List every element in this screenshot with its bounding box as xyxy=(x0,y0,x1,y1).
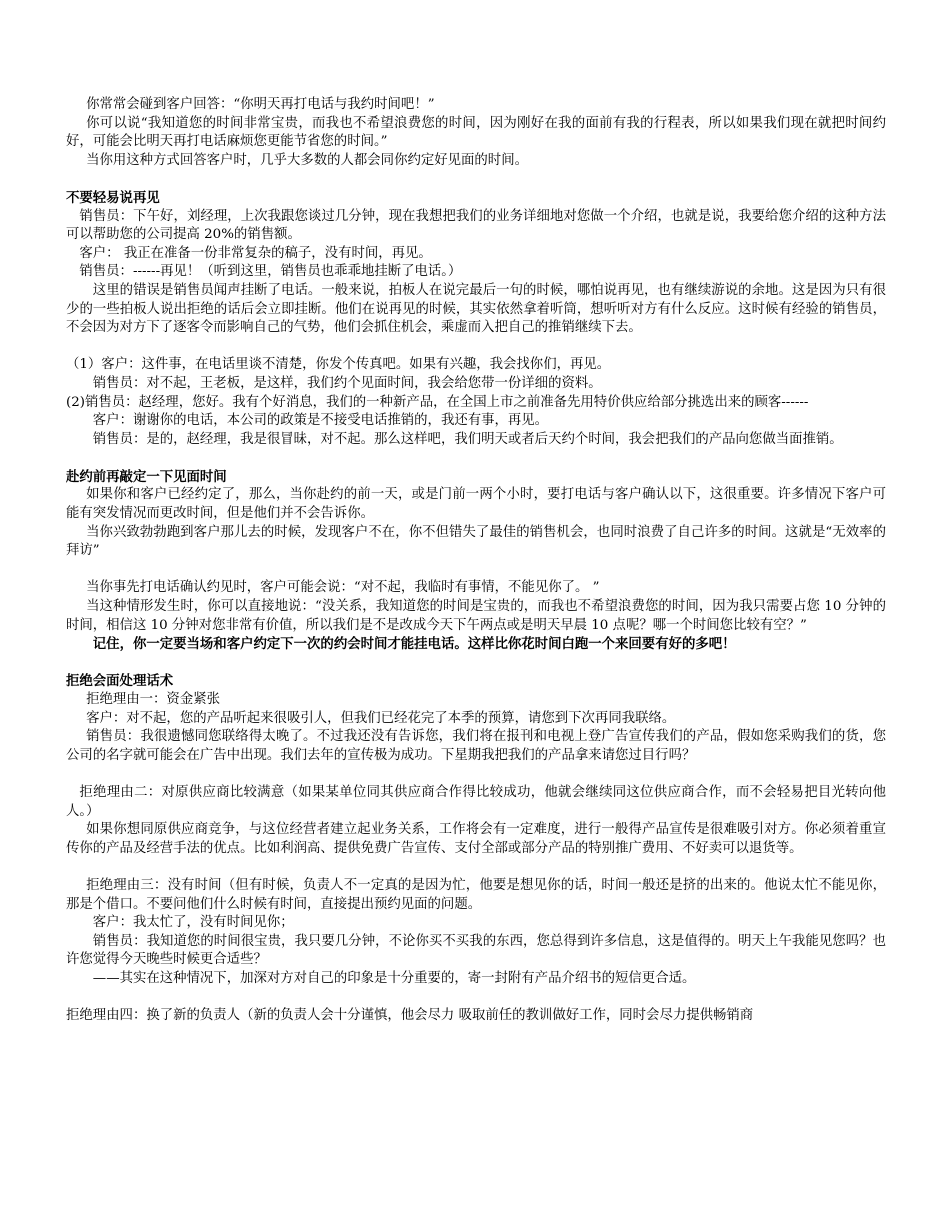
paragraph: 销售员：------再见！（听到这里，销售员也乖乖地挂断了电话。） xyxy=(79,264,462,280)
paragraph: 销售员：我很遗憾同您联络得太晚了。不过我还没有告诉您，我们将在报刊和电视上登广告宣传我们的产品，假如您采购我们的货，您公司的名字就可能会在广告中出现。我们去年的宣传极为成功。下星期我把我们的产品拿来请您过目行吗？ xyxy=(66,729,886,763)
paragraph: 拒绝理由四：换了新的负责人（新的负责人会十分谨慎，他会尽力 吸取前任的教训做好工作，同时会尽力提供畅销商 xyxy=(66,1008,754,1024)
document-page xyxy=(66,96,886,1026)
paragraph: 客户：我太忙了，没有时间见你； xyxy=(92,915,294,931)
paragraph: 拒绝理由一：资金紧张 xyxy=(86,692,220,707)
section-heading: 拒绝会面处理话术 xyxy=(66,673,174,690)
blank-line xyxy=(66,449,886,468)
paragraph: 销售员：对不起，王老板，是这样，我们约个见面时间，我会给您带一份详细的资料。 xyxy=(92,375,602,391)
paragraph: 当你用这种方式回答客户时，几乎大多数的人都会同你约定好见面的时间。 xyxy=(86,152,528,168)
paragraph: (2)销售员：赵经理，您好。我有个好消息，我们的一种新产品，在全国上市之前准备先用特价供应给部分挑选出来的顾客------ xyxy=(66,394,809,410)
paragraph: 销售员：下午好，刘经理，上次我跟您谈过几分钟，现在我想把我们的业务详细地对您做一个介绍，也就是说，我要给您介绍的这种方法可以帮助您的公司提高 20%的销售额。 xyxy=(66,208,886,243)
blank-line xyxy=(66,765,886,784)
paragraph: 当你事先打电话确认约见时，客户可能会说：“对不起，我临时有事情，不能见你了。 ” xyxy=(86,580,600,596)
paragraph: 销售员：是的，赵经理，我是很冒昧，对不起。那么这样吧，我们明天或者后天约个时间，我会把我们的产品向您做当面推销。 xyxy=(92,431,843,447)
blank-line xyxy=(66,170,886,189)
section-heading: 赴约前再敲定一下见面时间 xyxy=(66,468,227,485)
blank-line xyxy=(66,338,886,357)
blank-line xyxy=(66,858,886,877)
blank-line xyxy=(66,654,886,673)
paragraph: 这里的错误是销售员闻声挂断了电话。一般来说，拍板人在说完最后一句的时候，哪怕说再见，也有继续游说的余地。这是因为只有很少的一些拍板人说出拒绝的话后会立即挂断。他们在说再见的时候，其实依然拿着听筒，想听听对方有什么反应。这时候有经验的销售员，不会因为对方下了逐客令而影响自己的气势，他们会抓住机会，乘虚而入把自己的推销继续下去。 xyxy=(66,282,886,336)
paragraph: 客户：对不起，您的产品听起来很吸引人，但我们已经花完了本季的预算，请您到下次再同我联络。 xyxy=(86,710,676,726)
paragraph: 销售员：我知道您的时间很宝贵，我只要几分钟，不论你买不买我的东西，您总得到许多信息，这是值得的。明天上午我能见您吗？也许您觉得今天晚些时候更合适些？ xyxy=(66,933,886,968)
paragraph: 如果你和客户已经约定了，那么，当你赴约的前一天，或是门前一两个小时，要打电话与客户确认以下，这很重要。许多情况下客户可能有突发情况而更改时间，但是他们并不会告诉你。 xyxy=(66,487,886,522)
paragraph: 你常常会碰到客户回答：“你明天再打电话与我约时间吧！” xyxy=(86,97,435,112)
paragraph: 记住，你一定要当场和客户约定下一次的约会时间才能挂电话。这样比你花时间白跑一个来回要有好的多吧！ xyxy=(92,636,736,653)
paragraph: 客户： 我正在准备一份非常复杂的稿子，没有时间，再见。 xyxy=(79,245,432,261)
paragraph: 如果你想同原供应商竞争，与这位经营者建立起业务关系，工作将会有一定难度，进行一般得产品宣传是很难吸引对方。你必须着重宣传你的产品及经营手法的优点。比如利润高、提供免费广告宣传、支付全部或部分产品的特别推广费用、不好卖可以退货等。 xyxy=(66,822,886,856)
paragraph: 当这种情形发生时，你可以直接地说：“没关系，我知道您的时间是宝贵的，而我也不希望浪费您的时间，因为我只需要占您 10 分钟的时间，相信这 10 分钟对您非常有价值，所以我们是不是改成今天下午两点或是明天早晨 10 点呢？哪一个时间您比较有空？” xyxy=(66,599,886,633)
paragraph: ——其实在这种情况下，加深对方对自己的印象是十分重要的，寄一封附有产品介绍书的短信更合适。 xyxy=(92,970,696,986)
paragraph: （1）客户：这件事，在电话里谈不清楚，你发个传真吧。如果有兴趣，我会找你们，再见。 xyxy=(66,357,611,373)
blank-line xyxy=(66,989,886,1008)
paragraph: 拒绝理由三：没有时间（但有时候，负责人不一定真的是因为忙，他要是想见你的话，时间一般还是挤的出来的。他说太忙不能见你，那是个借口。不要问他们什么时候有时间，直接提出预约见面的问题。 xyxy=(66,877,886,912)
paragraph: 当你兴致勃勃跑到客户那儿去的时候，发现客户不在，你不但错失了最佳的销售机会，也同时浪费了自己许多的时间。这就是“无效率的拜访” xyxy=(66,524,886,559)
blank-line xyxy=(66,561,886,580)
paragraph: 客户：谢谢你的电话，本公司的政策是不接受电话推销的，我还有事，再见。 xyxy=(92,413,549,429)
section-heading: 不要轻易说再见 xyxy=(66,189,160,206)
paragraph: 你可以说“我知道您的时间非常宝贵，而我也不希望浪费您的时间，因为刚好在我的面前有我的行程表，所以如果我们现在就把时间约好，可能会比明天再打电话麻烦您更能节省您的时间。” xyxy=(66,115,886,150)
paragraph: 拒绝理由二：对原供应商比较满意（如果某单位同其供应商合作得比较成功，他就会继续同这位供应商合作，而不会轻易把目光转向他人。） xyxy=(66,784,886,819)
